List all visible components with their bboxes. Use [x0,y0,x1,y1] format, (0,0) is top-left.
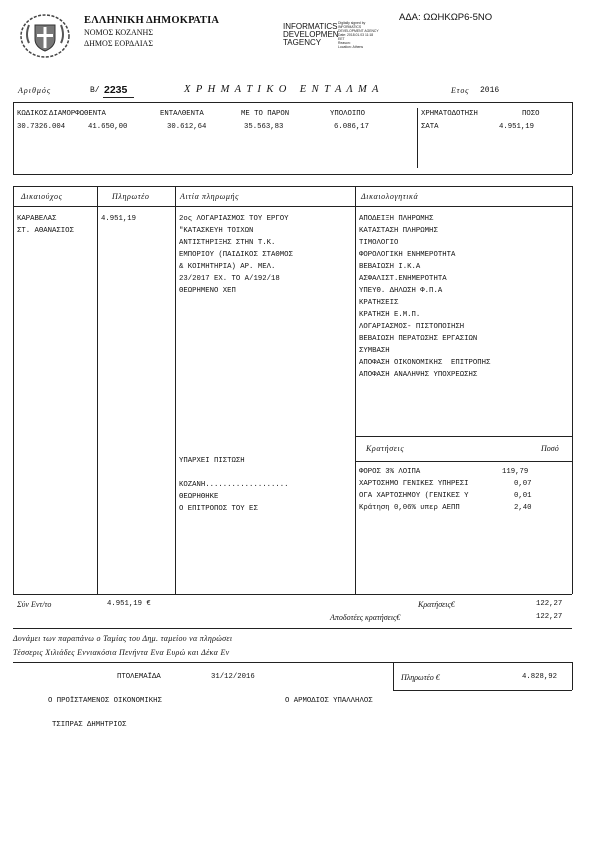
head-name: ΤΣΙΠΡΑΣ ΔΗΜΗΤΡΙΟΣ [52,721,127,729]
footer-rule-right [393,662,572,663]
year-label: Ετος [451,86,470,95]
head-title: Ο ΠΡΟΪΣΤΑΜΕΝΟΣ ΟΙΚΟΝΟΜΙΚΗΣ [48,697,162,705]
deduction-name: ΦΟΡΟΣ 3% ΛΟΙΠΑ [359,468,421,476]
agency-line-3: TAGENCY [283,38,322,47]
totals-top-rule [13,594,572,595]
payable-label: Πληρωτέο € [401,673,440,682]
header-reason: Αιτία πληρωμής [180,192,239,201]
signature-line: DEVELOPMENT AGENCY [338,29,379,33]
credit-line: ΘΕΩΡΗΘΗΚΕ [179,493,219,501]
deductions-total-label: Κρατήσεις€ [418,600,455,609]
budget-header-current: ΜΕ ΤΟ ΠΑΡΟΝ [241,110,290,118]
budget-header-formed: ΔΙΑΜΟΡΦΩΘΕΝΤΑ [49,110,106,118]
paid-deductions-label: Αποδοτέες κρατήσεις€ [330,613,401,622]
deduction-name: ΟΓΑ ΧΑΡΤΟΣΗΜΟΥ (ΓΕΝΙΚΕΣ Υ [359,492,469,500]
budget-header-code: ΚΩΔΙΚΟΣ [17,110,48,118]
document-line: ΣΥΜΒΑΣΗ [359,347,390,355]
payable-total: 4.828,92 [522,673,558,681]
reason-line: ΑΝΤΙΣΤΗΡΙΞΗΣ ΣΤΗΝ Τ.Κ. [179,239,276,247]
beneficiary-line: ΚΑΡΑΒΕΛΑΣ [17,215,57,223]
beneficiary-line: ΣΤ. ΑΘΑΝΑΣΙΟΣ [17,227,74,235]
details-left-border [13,186,14,594]
budget-left-border [13,102,14,174]
budget-current-value: 35.563,83 [244,123,284,131]
document-title: Χ Ρ Η Μ Α Τ Ι Κ Ο Ε Ν Τ Α Λ Μ Α [184,84,380,95]
funding-amount-header: ΠΟΣΟ [522,110,540,118]
funding-source: ΣΑΤΑ [421,123,439,131]
funding-divider [417,108,418,168]
document-line: ΚΡΑΤΗΣΕΙΣ [359,299,399,307]
country-name: ΕΛΛΗΝΙΚΗ ΔΗΜΟΚΡΑΤΙΑ [84,15,220,26]
footer-rule-left [13,662,393,663]
signature-line: INFORMATICS [338,25,362,29]
ida-stamp: ΑΔΑ: ΩΩΗΚΩΡ6-5ΝΟ [399,12,493,23]
signature-line: Digitally signed by [338,21,366,25]
reason-line: ΘΕΩΡΗΜΕΝΟ ΧΕΠ [179,287,236,295]
place: ΠΤΟΛΕΜΑΪΔΑ [117,673,161,681]
budget-header-remaining: ΥΠΟΛΟΙΠΟ [330,110,366,118]
state-emblem [19,13,71,59]
budget-formed-value: 41.650,00 [88,123,128,131]
budget-top-rule [13,102,572,103]
header-documents: Δικαιολογητικά [361,192,419,201]
instruction-line-1: Δυνάμει των παραπάνω ο Ταμίας του Δημ. ταμείου να πληρώσει [13,634,233,643]
document-line: ΛΟΓΑΡΙΑΣΜΟΣ- ΠΙΣΤΟΠΟΙΗΣΗ [359,323,465,331]
sum-value: 4.951,19 € [107,600,151,608]
deduction-amount: 119,79 [502,468,529,476]
signature-line: Date: 2018.01.03 11:18 [338,33,374,37]
document-line: ΑΠΟΦΑΣΗ ΑΝΑΛΗΨΗΣ ΥΠΟΧΡΕΩΣΗΣ [359,371,478,379]
digital-signature-block [338,21,388,49]
budget-mandated-value: 30.612,64 [167,123,207,131]
deduction-name: ΧΑΡΤΟΣΗΜΟ ΓΕΝΙΚΕΣ ΥΠΗΡΕΣΙ [359,480,469,488]
paid-deductions-value: 122,27 [536,613,563,621]
document-line: ΦΟΡΟΛΟΓΙΚΗ ΕΝΗΜΕΡΟΤΗΤΑ [359,251,456,259]
credit-line: ΥΠΑΡΧΕΙ ΠΙΣΤΩΣΗ [179,457,245,465]
document-line: ΒΕΒΑΙΩΣΗ ΠΕΡΑΤΩΣΗΣ ΕΡΓΑΣΙΩΝ [359,335,478,343]
deductions-amount-header: Ποσό [541,444,559,453]
header-payable: Πληρωτέο [112,192,150,201]
funding-header: ΧΡΗΜΑΤΟΔΟΤΗΣΗ [421,110,478,118]
instruction-line-2: Τέσσερις Χιλιάδες Εννιακόσια Πενήντα Ενα Ευρώ και Δέκα Εν [13,648,230,657]
signature-line: Location: Athens [338,45,364,49]
document-line: ΥΠΕΥΘ. ΔΗΛΩΣΗ Φ.Π.Α [359,287,443,295]
deductions-header-rule [355,461,572,462]
budget-code-value: 30.7326.004 [17,123,66,131]
reason-line: & ΚΟΙΜΗΤΗΡΙΑ) ΑΡ. ΜΕΛ. [179,263,276,271]
reason-line: ΕΜΠΟΡΙΟΥ (ΠΑΙΔΙΚΟΣ ΣΤΑΘΜΟΣ [179,251,293,259]
budget-right-border [572,102,573,174]
number-underline [103,97,134,98]
date: 31/12/2016 [211,673,255,681]
deduction-amount: 0,07 [514,480,532,488]
budget-bottom-rule [13,174,572,175]
number-label: Αριθμός [18,86,52,95]
deductions-total-value: 122,27 [536,600,563,608]
document-line: ΚΑΤΑΣΤΑΣΗ ΠΛΗΡΩΜΗΣ [359,227,438,235]
budget-header-mandated: ΕΝΤΑΛΘΕΝΤΑ [160,110,204,118]
payable-value: 4.951,19 [101,215,137,223]
sum-label: Σύν Εντ/το [17,600,52,609]
funding-amount: 4.951,19 [499,123,535,131]
credit-line: Ο ΕΠΙΤΡΟΠΟΣ ΤΟΥ ΕΣ [179,505,258,513]
payable-box-right [572,662,573,690]
document-line: ΑΠΟΦΑΣΗ ΟΙΚΟΝΟΜΙΚΗΣ ΕΠΙΤΡΟΠΗΣ [359,359,491,367]
header-beneficiary: Δικαιούχος [21,192,63,201]
officer-title: Ο ΑΡΜΟΔΙΟΣ ΥΠΑΛΛΗΛΟΣ [285,697,373,705]
prefecture-name: ΝΟΜΟΣ ΚΟΖΑΝΗΣ [84,28,153,37]
document-line: ΑΣΦΑΛΙΣΤ.ΕΝΗΜΕΡΟΤΗΤΑ [359,275,447,283]
beneficiary-divider [97,186,98,594]
document-line: ΒΕΒΑΙΩΣΗ Ι.Κ.Α [359,263,421,271]
series-code: Β/ [90,86,100,95]
deduction-amount: 0,01 [514,492,532,500]
document-line: ΚΡΑΤΗΣΗ Ε.Μ.Π. [359,311,421,319]
deduction-amount: 2,40 [514,504,532,512]
reason-line: 23/2017 ΕΧ. ΤΟ Α/192/18 [179,275,280,283]
document-line: ΤΙΜΟΛΟΓΙΟ [359,239,399,247]
agency-line-1: INFORMATICS [283,22,338,31]
reason-line: 2ος ΛΟΓΑΡΙΑΣΜΟΣ ΤΟΥ ΕΡΓΟΥ [179,215,289,223]
signature-line: EET [338,37,345,41]
municipality-name: ΔΗΜΟΣ ΕΟΡΔΑΙΑΣ [84,39,153,48]
payable-box-bottom [393,690,572,691]
signature-line: Reason: [338,41,351,45]
reason-line: "ΚΑΤΑΣΚΕΥΗ ΤΟΙΧΩΝ [179,227,254,235]
agency-line-2: DEVELOPMEN [283,30,339,39]
totals-bottom-rule [13,628,572,629]
fiscal-year: 2016 [480,86,500,95]
document-line: ΑΠΟΔΕΙΞΗ ΠΛΗΡΩΜΗΣ [359,215,434,223]
deductions-top-rule [355,436,572,437]
deductions-header: Κρατήσεις [366,444,405,453]
budget-remaining-value: 6.086,17 [334,123,370,131]
deduction-name: Κράτηση 0,06% υπερ ΑΕΠΠ [359,504,460,512]
mandate-number: 2235 [104,84,128,96]
credit-line: ΚΟΖΑΝΗ................... [179,481,289,489]
payable-box-left [393,662,394,690]
payable-divider [175,186,176,594]
reason-divider [355,186,356,594]
details-right-border [572,186,573,594]
